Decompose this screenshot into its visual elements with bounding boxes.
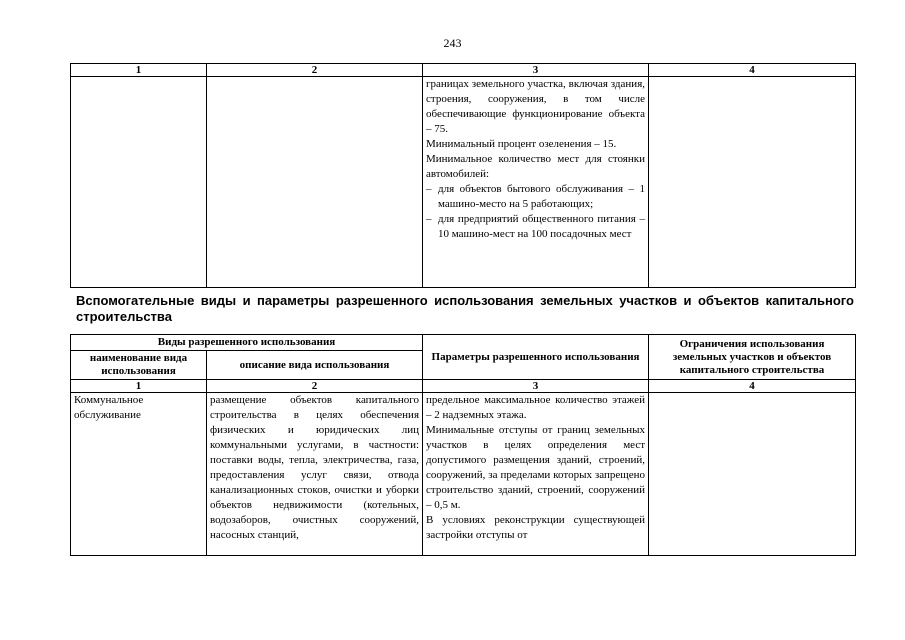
header-use-name: наименование вида использования bbox=[71, 351, 207, 380]
use-description: размещение объектов капитального строительства в целях обеспечения физических и юридических лиц коммунальными услугами, в частности: поставки воды, тепла, электричества, газа, предоставления услуг связи, отвода канализационных стоков, очистки и уборки объектов недвижимости (котельных, водозаборов, очистных сооружений, насосных станций, bbox=[210, 394, 420, 541]
header-permitted-uses: Виды разрешенного использования bbox=[71, 335, 423, 351]
column-number-1: 1 bbox=[71, 64, 207, 77]
column-number-row bbox=[71, 64, 856, 77]
list-item: – для предприятий общественного питания – 10 машино-мест на 100 посадочных мест bbox=[426, 212, 645, 242]
column-number-3: 3 bbox=[423, 380, 649, 393]
column-number-row bbox=[71, 380, 856, 393]
table-row bbox=[71, 393, 856, 556]
page-number: 243 bbox=[443, 36, 462, 50]
header-use-description: описание вида использования bbox=[207, 351, 423, 380]
cell-use-description bbox=[207, 393, 423, 556]
parameter-text: предельное максимальное количество этажей – 2 надземных этажа. bbox=[426, 394, 646, 421]
parameter-text: В условиях реконструкции существующей застройки отступы от bbox=[426, 514, 646, 541]
parameter-text: Минимальные отступы от границ земельных участков в целях определения мест допустимого размещения зданий, строений, сооружений, за пределами которых запрещено строительство зданий, строений, сооружений – 0,5 м. bbox=[426, 424, 646, 511]
column-number-2: 2 bbox=[207, 380, 423, 393]
cell-use-name bbox=[71, 393, 207, 556]
column-number-3: 3 bbox=[423, 64, 649, 77]
cell-description-empty bbox=[207, 77, 423, 288]
continuation-table bbox=[70, 63, 856, 288]
parking-list bbox=[426, 182, 645, 242]
table-row bbox=[71, 77, 856, 288]
column-number-2: 2 bbox=[207, 64, 423, 77]
cell-parameters bbox=[423, 77, 649, 288]
auxiliary-uses-table bbox=[70, 334, 856, 556]
header-restrictions: Ограничения использования земельных участков и объектов капитального строительства bbox=[649, 335, 856, 380]
cell-restrictions-empty bbox=[649, 77, 856, 288]
column-number-1: 1 bbox=[71, 380, 207, 393]
cell-name-empty bbox=[71, 77, 207, 288]
header-parameters: Параметры разрешенного использования bbox=[423, 335, 649, 380]
parameter-text: Минимальный процент озеленения – 15. bbox=[426, 138, 617, 150]
list-item: – для объектов бытового обслуживания – 1 машино-место на 5 работающих; bbox=[426, 182, 645, 212]
cell-restrictions bbox=[649, 393, 856, 556]
parameter-text: границах земельного участка, включая здания, строения, сооружения, в том числе обеспечивающие функционирование объекта – 75. bbox=[426, 78, 645, 135]
cell-parameters bbox=[423, 393, 649, 556]
column-number-4: 4 bbox=[649, 380, 856, 393]
use-name: Коммунальное обслуживание bbox=[74, 394, 144, 421]
section-heading: Вспомогательные виды и параметры разрешенного использования земельных участков и объектов капитального строительства bbox=[76, 293, 854, 324]
column-number-4: 4 bbox=[649, 64, 856, 77]
header-row bbox=[71, 335, 856, 351]
parameter-text: Минимальное количество мест для стоянки автомобилей: bbox=[426, 153, 645, 180]
